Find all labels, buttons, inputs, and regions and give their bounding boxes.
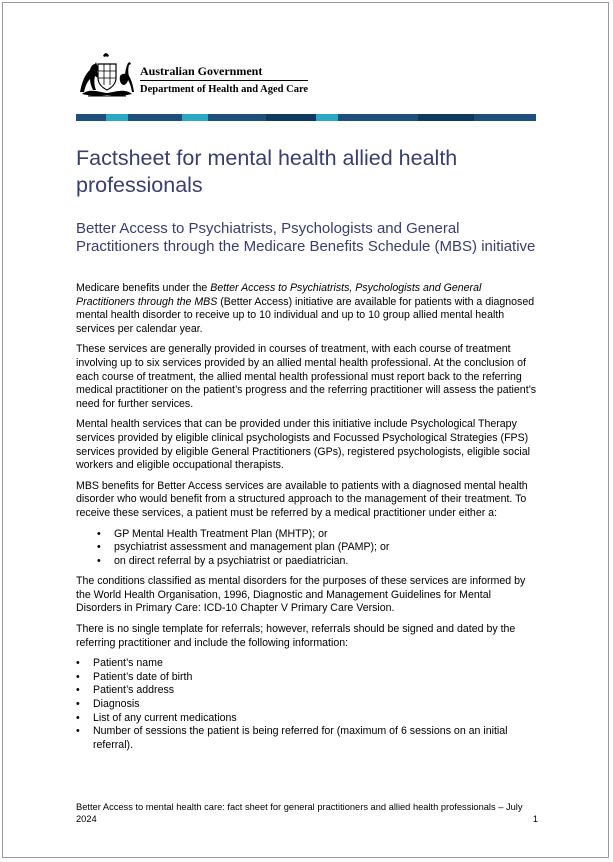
list-item: • Patient’s name xyxy=(76,657,538,671)
list-item: • Number of sessions the patient is being referred for (maximum of 6 sessions on an initial referral). xyxy=(76,725,538,752)
bar-segment xyxy=(418,114,474,121)
paragraph-template: There is no single template for referrals; however, referrals should be signed and dated by the referring practitioner and include the following information: xyxy=(76,623,516,649)
list-item: • Patient’s address xyxy=(76,684,538,698)
department-name: Department of Health and Aged Care xyxy=(140,84,309,95)
bar-segment xyxy=(106,114,128,121)
coat-of-arms-logo xyxy=(76,52,138,98)
paragraph-eligibility: MBS benefits for Better Access services are available to patients with a diagnosed mental health disorder who would benefit from a structured approach to the management of their treatment. To receive these services, a patient must be referred by a medical practitioner under either a: xyxy=(76,479,528,519)
page-number: 1 xyxy=(532,814,538,824)
bar-segment xyxy=(76,114,106,121)
list-item: • Diagnosis xyxy=(76,698,538,712)
page-title: Factsheet for mental health allied health professionals xyxy=(76,146,458,197)
list-item: • psychiatrist assessment and management plan (PAMP); or xyxy=(76,541,538,555)
referral-types-list xyxy=(76,528,538,569)
bar-segment xyxy=(128,114,182,121)
footer-text: Better Access to mental health care: fact sheet for general practitioners and allied health professionals – July 2024 xyxy=(76,802,523,824)
page-subtitle: Better Access to Psychiatrists, Psychologists and General Practitioners through the Medicare Benefits Schedule (MBS) initiative xyxy=(76,220,536,255)
org-name: Australian Government xyxy=(140,64,263,78)
bar-segment xyxy=(266,114,316,121)
bar-segment xyxy=(182,114,208,121)
paragraph-services: Mental health services that can be provided under this initiative include Psychological Therapy services provided by eligible clinical psychologists and Focussed Psychological Strategies (FPS) services provided by eligible General Practitioners (GPs), registered psychologists, eligible social workers and eligible occupational therapists. xyxy=(76,418,530,472)
bar-segment xyxy=(208,114,266,121)
page-footer xyxy=(76,801,538,825)
referral-info-list xyxy=(76,657,538,752)
header-colour-bar xyxy=(76,114,536,121)
list-item: • on direct referral by a psychiatrist or paediatrician. xyxy=(76,555,538,569)
list-item: • GP Mental Health Treatment Plan (MHTP); or xyxy=(76,528,538,542)
paragraph-intro: Medicare benefits under the Better Access to Psychiatrists, Psychologists and General Practitioners through the MBS (Better Access) initiative are available for patients with a diagnosed mental health disorder to receive up to 10 individual and up to 10 group allied mental health services per calendar year. xyxy=(76,282,535,335)
bar-segment xyxy=(316,114,338,121)
initiative-name: Better Access to Psychiatrists, Psychologists and General Practitioners through the MBS xyxy=(76,282,482,308)
paragraph-conditions: The conditions classified as mental disorders for the purposes of these services are informed by the World Health Organisation, 1996, Diagnostic and Management Guidelines for Mental Disorders in Primary Care: ICD-10 Chapter V Primary Care Version. xyxy=(76,575,526,615)
bar-segment xyxy=(474,114,536,121)
body-content xyxy=(76,282,538,759)
paragraph-courses: These services are generally provided in courses of treatment, with each course of treatment involving up to six services provided by an allied mental health professional. At the conclusion of each course of treatment, the allied mental health professional must report back to the referring medical practitioner on the patient’s progress and the referring practitioner will assess the patient’s need for further services. xyxy=(76,343,537,410)
bar-segment xyxy=(338,114,418,121)
list-item: • List of any current medications xyxy=(76,712,538,726)
org-divider xyxy=(140,80,308,81)
list-item: • Patient’s date of birth xyxy=(76,671,538,685)
organisation-block xyxy=(140,64,308,96)
